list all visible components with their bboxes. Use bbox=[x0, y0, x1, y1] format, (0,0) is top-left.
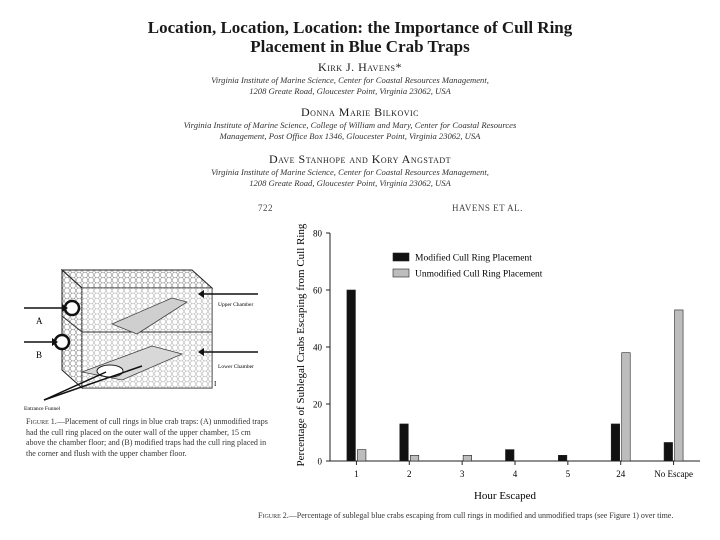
bar-modified-no-escape bbox=[664, 442, 673, 461]
author-1: Kirk J. Havens* bbox=[318, 60, 402, 74]
legend-swatch bbox=[393, 253, 409, 261]
entrance-funnel-label: Entrance Funnel bbox=[24, 406, 61, 412]
x-tick-label: 1 bbox=[354, 469, 359, 479]
figure2-caption-head: Figure 2. bbox=[258, 511, 289, 520]
figure1-caption-body: —Placement of cull rings in blue crab traps: (A) unmodified traps had the cull ring placed on the outer wall of the upper chamber, 15 cm above the chamber floor; and (B) modified traps had the cull ring placed in the corner and flush with the upper chamber floor. bbox=[26, 417, 268, 458]
y-tick-label: 40 bbox=[313, 342, 322, 353]
affil-1-line1: Virginia Institute of Marine Science, Center for Coastal Resources Management, bbox=[211, 75, 489, 85]
author-3-affiliation bbox=[140, 167, 560, 188]
affil-3-line2: 1208 Greate Road, Gloucester Point, Virginia 23062, USA bbox=[249, 177, 451, 188]
legend-swatch bbox=[393, 269, 409, 277]
figure2-caption bbox=[258, 511, 710, 522]
y-tick-label: 20 bbox=[313, 399, 322, 410]
bar-unmodified-1 bbox=[357, 450, 366, 461]
figure2-bar-chart bbox=[285, 215, 710, 505]
figure1-caption bbox=[26, 417, 270, 459]
author-3: Dave Stanhope and Kory Angstadt bbox=[268, 152, 452, 166]
chart-bars bbox=[347, 290, 683, 461]
bar-modified-4 bbox=[506, 450, 515, 461]
x-tick-label: 4 bbox=[512, 469, 518, 479]
bar-unmodified-2 bbox=[410, 455, 419, 461]
figure1-caption-head: Figure 1. bbox=[26, 417, 57, 426]
y-tick-label: 0 bbox=[317, 456, 322, 467]
page-number: 722 bbox=[258, 203, 273, 213]
label-a: A bbox=[36, 316, 43, 326]
running-head: HAVENS ET AL. bbox=[452, 203, 523, 213]
trap-top-face bbox=[62, 270, 212, 288]
y-tick-label: 80 bbox=[313, 228, 322, 239]
author-2: Donna Marie Bilkovic bbox=[301, 105, 419, 119]
x-tick-label: 24 bbox=[616, 469, 626, 479]
chart-legend bbox=[393, 253, 543, 280]
affil-1-line2: 1208 Greate Road, Gloucester Point, Virginia 23062, USA bbox=[249, 85, 451, 96]
bar-modified-24 bbox=[611, 424, 620, 461]
paper-title bbox=[0, 18, 720, 56]
lower-chamber-label: Lower Chamber bbox=[218, 364, 254, 370]
bar-modified-2 bbox=[400, 424, 409, 461]
label-b: B bbox=[36, 350, 43, 360]
x-tick-label: 2 bbox=[407, 469, 412, 479]
affil-2-line2: Management, Post Office Box 1346, Gloucester Point, Virginia 23062, USA bbox=[219, 130, 481, 141]
chart-y-label: Percentage of Sublegal Crabs Escaping from Cull Ring bbox=[295, 223, 307, 467]
figure1-trap-illustration bbox=[22, 262, 282, 414]
chart-y-ticks bbox=[313, 229, 330, 467]
author-2-affiliation bbox=[140, 120, 560, 141]
author-1-affiliation bbox=[140, 75, 560, 96]
affil-2-line1: Virginia Institute of Marine Science, College of William and Mary, Center for Coastal Resources bbox=[183, 120, 517, 130]
chart-x-ticks bbox=[354, 461, 693, 479]
bar-modified-1 bbox=[347, 290, 356, 461]
y-tick-label: 60 bbox=[313, 285, 322, 296]
bar-modified-5 bbox=[558, 455, 567, 461]
paper-title-line2: Placement in Blue Crab Traps bbox=[250, 37, 470, 56]
bar-unmodified-3 bbox=[463, 455, 472, 461]
chart-x-label: Hour Escaped bbox=[473, 490, 537, 502]
x-tick-label: 3 bbox=[459, 469, 465, 479]
paper-title-line1: Location, Location, Location: the Importance of Cull Ring bbox=[147, 18, 573, 37]
bar-unmodified-24 bbox=[622, 353, 631, 461]
affil-3-line1: Virginia Institute of Marine Science, Center for Coastal Resources Management, bbox=[211, 167, 489, 177]
figure2-caption-body: —Percentage of sublegal blue crabs escaping from cull rings in modified and unmodified traps (see Figure 1) over time. bbox=[288, 511, 674, 520]
x-tick-label: 5 bbox=[565, 469, 571, 479]
bar-unmodified-no-escape bbox=[675, 310, 684, 461]
entrance-funnel-shape bbox=[97, 365, 123, 377]
svg-text:I: I bbox=[214, 380, 217, 388]
x-tick-label: No Escape bbox=[654, 469, 693, 479]
legend-label: Modified Cull Ring Placement bbox=[415, 253, 532, 264]
legend-label: Unmodified Cull Ring Placement bbox=[415, 269, 543, 280]
upper-chamber-label: Upper Chamber bbox=[218, 302, 254, 308]
